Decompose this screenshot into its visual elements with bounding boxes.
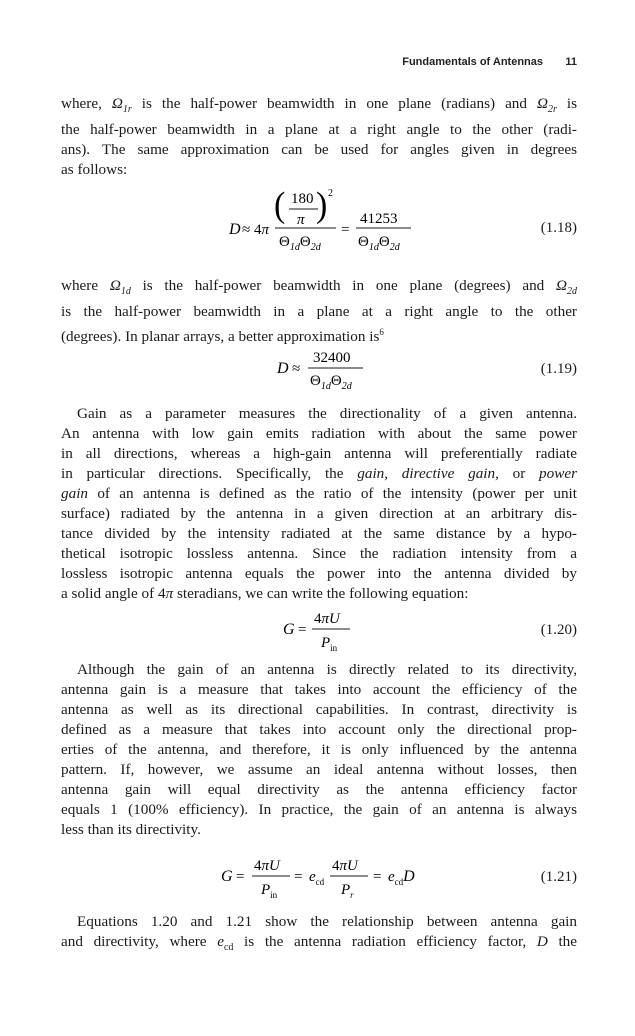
text-line: thetical isotropic lossless antenna. Since the radiation intensity from a <box>61 545 577 562</box>
text-line: erties of the antenna, and therefore, it is only influenced by the antenna <box>61 741 577 758</box>
equation-1-18-graphic <box>61 184 577 264</box>
text-line: surface) radiated by the antenna in a given direction at an arbitrary dis- <box>61 505 577 522</box>
eq-exponent: 2 <box>328 188 333 199</box>
equation-number: (1.20) <box>540 622 577 638</box>
text-line: pattern. If, however, we assume an ideal antenna without losses, then <box>61 761 577 778</box>
eq-den: $P_{in}$ <box>321 635 338 653</box>
text-line: antenna gain is a measure that takes into account the efficiency of the <box>61 681 577 698</box>
eq-lhs-D: D <box>277 360 289 377</box>
equation-number: (1.21) <box>540 869 577 885</box>
eq-equals-1: = <box>236 869 245 885</box>
paragraph-3 <box>61 404 577 604</box>
eq-num-2: 4πU <box>332 858 358 874</box>
eq-ecd-2: $e_{cd}D$ <box>388 868 415 887</box>
text-line: a solid angle of 4π steradians, we can write the following equation: <box>61 585 469 602</box>
text-line: lossless isotropic antenna equals the power into the antenna divided by <box>61 565 577 582</box>
text-line: and directivity, where $e_{cd}$ is the antenna radiation efficiency factor, D the <box>61 933 577 954</box>
text-line: in all directions, whereas a high-gain antenna will preferentially radiate <box>61 445 577 462</box>
eq-num-32400: 32400 <box>313 350 351 366</box>
equation-1-20 <box>61 604 577 654</box>
eq-den: $\Theta_{1d}\Theta_{2d}$ <box>310 373 352 392</box>
paragraph-2 <box>61 276 577 347</box>
paragraph-5 <box>61 912 577 958</box>
equation-1-20-graphic <box>61 604 577 654</box>
text-line: where, $\Omega_{1r}$ is the half-power beamwidth in one plane (radians) and $\Omega_{2r}$ is <box>61 95 578 116</box>
text-line: is the half-power beamwidth in a plane at a right angle to the other <box>61 303 577 321</box>
eq-equals: = <box>341 222 350 238</box>
eq-den-2: $\Theta_{1d}\Theta_{2d}$ <box>358 234 400 253</box>
eq-equals-3: = <box>373 869 382 885</box>
running-header <box>61 56 577 68</box>
text-line: antenna as well as its directional capabilities. In contrast, directivity is <box>61 701 577 718</box>
eq-equals: = <box>298 622 307 638</box>
equation-number: (1.18) <box>540 220 577 236</box>
text-line: (degrees). In planar arrays, a better approximation $is^6$ <box>61 327 384 346</box>
eq-den-pi: π <box>297 212 305 228</box>
paragraph-1 <box>61 94 577 180</box>
eq-den-1: $P_{in}$ <box>261 882 278 900</box>
text-line: as follows: <box>61 161 128 179</box>
page-number: 11 <box>565 56 577 68</box>
text-line: ans). The same approximation can be used for angles given in degrees <box>61 141 577 159</box>
text-line: in particular directions. Specifically, the gain, directive gain, or power <box>61 465 577 482</box>
equation-1-21-graphic <box>61 850 577 902</box>
text-line: equals 1 (100% efficiency). In practice, the gain of an antenna is always <box>61 801 577 818</box>
text-line: defined as a measure that takes into account only the directional prop- <box>61 721 577 738</box>
text-line: An antenna with low gain emits radiation with about the same power <box>61 425 577 442</box>
text-line: the half-power beamwidth in a plane at a right angle to the other (radi- <box>61 121 577 139</box>
eq-approx-4pi: ≈ 4π <box>242 222 269 238</box>
equation-1-18 <box>61 184 577 262</box>
eq-left-paren: ( <box>274 184 286 225</box>
equation-1-19 <box>61 344 577 396</box>
text-line: less than its directivity. <box>61 821 201 838</box>
eq-num-180: 180 <box>291 191 314 207</box>
chapter-title: Fundamentals of Antennas <box>402 56 543 68</box>
equation-1-19-graphic <box>61 344 577 396</box>
eq-right-paren: ) <box>316 184 328 225</box>
eq-num-1: 4πU <box>254 858 280 874</box>
text-line: antenna gain will equal directivity as the antenna efficiency factor <box>61 781 577 798</box>
text-line: Equations 1.20 and 1.21 show the relationship between antenna gain <box>77 913 577 930</box>
equation-1-21 <box>61 850 577 902</box>
equation-number: (1.19) <box>540 361 577 377</box>
eq-equals-2: = <box>294 869 303 885</box>
text-line: Gain as a parameter measures the directionality of a given antenna. <box>77 405 577 422</box>
eq-num-41253: 41253 <box>360 211 398 227</box>
eq-ecd-1: $e_{cd}$ <box>309 869 325 887</box>
paragraph-4 <box>61 660 577 840</box>
eq-lhs-D: D <box>229 221 241 238</box>
text-line: tance divided by the intensity radiated at the same distance by a hypo- <box>61 525 577 542</box>
eq-lhs-G: G <box>283 621 295 638</box>
eq-approx: ≈ <box>292 361 301 377</box>
text-line: where $\Omega_{1d}$ is the half-power beamwidth in one plane (degrees) and $\Omega_{2d}$ <box>61 277 577 298</box>
text-line: gain of an antenna is defined as the ratio of the intensity (power per unit <box>61 485 577 502</box>
eq-den-2: $P_r$ <box>341 882 354 900</box>
eq-den-1: $\Theta_{1d}\Theta_{2d}$ <box>279 234 321 253</box>
eq-num: 4πU <box>314 611 340 627</box>
eq-lhs-G: G <box>221 868 233 885</box>
text-line: Although the gain of an antenna is directly related to its directivity, <box>77 661 577 678</box>
